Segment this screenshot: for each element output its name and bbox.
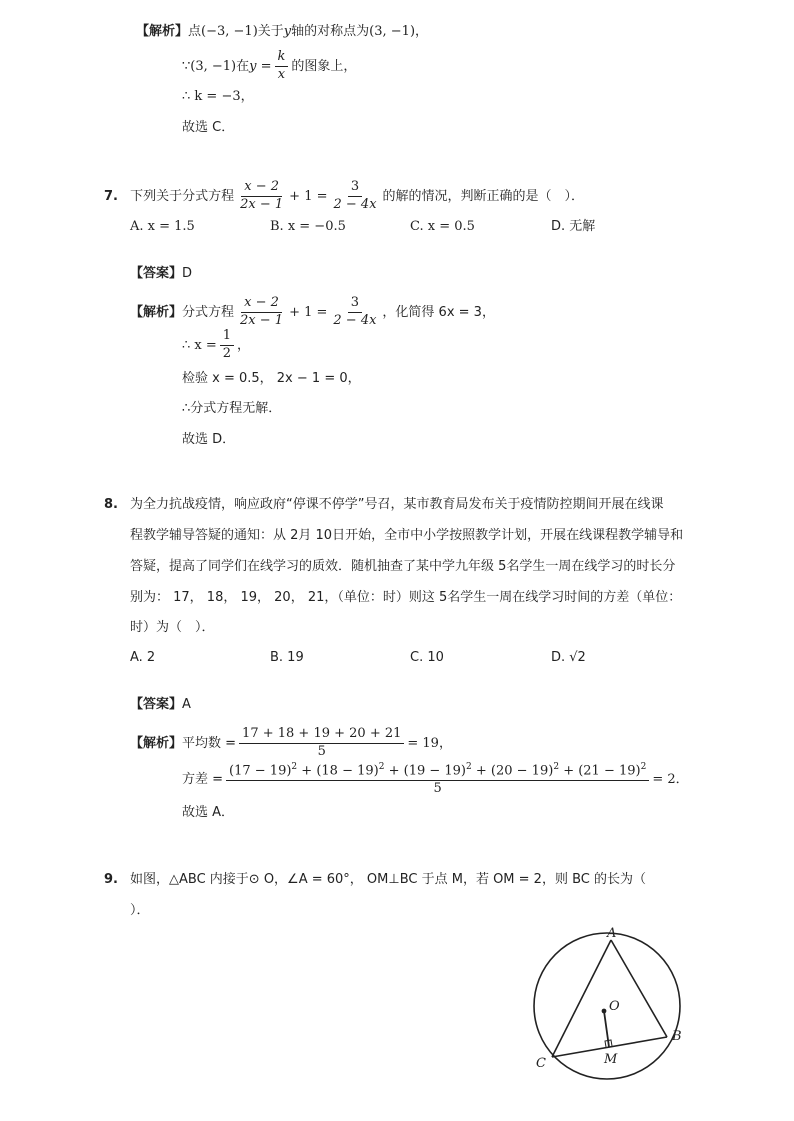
fraction-eq-left: $\frac{x - 2}{2x - 1}$ — [240, 179, 284, 212]
question-number: 7. — [104, 188, 118, 204]
q7-solution-line3: 检验 x = 0.5， 2x − 1 = 0， — [182, 371, 361, 386]
jiexi-label: 【解析】 — [130, 304, 183, 320]
q7-solution-line5: 故选 D． — [182, 432, 236, 447]
geometry-figure — [534, 933, 680, 1079]
label-m: M — [604, 1052, 618, 1067]
question-number: 8. — [104, 497, 118, 512]
jiexi-label: 【解析】 — [130, 735, 183, 751]
q8-stem-line4: 别为： 17， 18， 19， 20， 21，（单位：时）则这 5名学生一周在线学习时间的方差（单位： — [130, 590, 682, 605]
label-o: O — [609, 999, 620, 1014]
jiexi-label: 【解析】 — [136, 24, 189, 39]
right-angle-mark — [605, 1040, 612, 1047]
fraction-eq-right: $\frac{3}{2 - 4x}$ — [333, 179, 377, 212]
q9-stem-line1: 如图，△ABC 内接于⊙ O，∠A = 60°， OM⊥BC 于点 M，若 OM = 2，则 BC 的长为（ — [130, 872, 646, 887]
question-number: 9. — [104, 872, 118, 887]
q8-stem-line2: 程教学辅导答疑的通知：从 2月 10日开始，全市中小学按照教学计划，开展在线课程教学辅导和 — [130, 528, 684, 543]
fraction-mean: $\frac{17 + 18 + 19 + 20 + 21}{5}$ — [239, 727, 404, 760]
q7-solution-line2: ∴ x = $\frac{1}{2}$ ， — [182, 328, 251, 361]
q7-option-b: B. x = −0.5 — [270, 219, 346, 234]
circumcircle — [534, 933, 680, 1079]
segment-om — [604, 1011, 609, 1047]
q7-option-d: D. 无解 — [551, 219, 596, 234]
side-ac — [552, 940, 611, 1057]
q7-solution-line4: ∴分式方程无解． — [182, 401, 282, 416]
q8-option-a: A. 2 — [130, 650, 156, 665]
label-c: C — [536, 1056, 546, 1071]
q6-solution-line3: ∴ k = −3， — [182, 89, 254, 104]
q7-option-a: A. x = 1.5 — [130, 219, 195, 234]
q8-stem-line1: 为全力抗战疫情，响应政府“停课不停学”号召，某市教育局发布关于疫情防控期间开展在线课 — [130, 497, 664, 512]
q7-option-c: C. x = 0.5 — [410, 219, 475, 234]
q6-solution-line1: 【解析】点(−3, −1)关于y轴的对称点为(3, −1)， — [136, 24, 429, 39]
q8-option-b: B. 19 — [270, 650, 304, 665]
q8-solution-last: 故选 A． — [182, 805, 235, 820]
q7-answer: 【答案】D — [130, 266, 193, 281]
fraction-k-over-x: $\frac{k}{x}$ — [275, 50, 289, 83]
label-a: A — [607, 926, 617, 941]
q8-solution-mean: 【解析】平均数 = $\frac{17 + 18 + 19 + 20 + 21}{5}$ = 19， — [130, 726, 452, 759]
q6-solution-line2: ∵(3, −1)在y = $\frac{k}{x}$ 的图象上， — [182, 49, 357, 82]
q8-stem-line3: 答疑，提高了同学们在线学习的质效．随机抽查了某中学九年级 5名学生一周在线学习的时长分 — [130, 559, 676, 574]
q8-option-c: C. 10 — [410, 650, 444, 665]
q9-stem-line2: ）． — [130, 903, 150, 918]
q7-stem: 7. 下列关于分式方程 $\frac{x - 2}{2x - 1}$ + 1 = $\frac{3}{2 - 4x}$ 的解的情况，判断正确的是（ ）． — [104, 179, 585, 212]
q8-option-d: D. √2 — [551, 650, 586, 665]
side-bc — [552, 1037, 667, 1057]
label-b: B — [672, 1029, 682, 1044]
q7-solution-line1: 【解析】分式方程 $\frac{x - 2}{2x - 1}$ + 1 = $\frac{3}{2 - 4x}$ ，化简得 6x = 3， — [130, 295, 495, 328]
q8-stem-line5: 时）为（ ）． — [130, 620, 215, 635]
answer-label: 【答案】 — [130, 697, 183, 712]
side-ab — [611, 940, 667, 1037]
q8-answer: 【答案】A — [130, 697, 191, 712]
center-point-o — [602, 1009, 607, 1014]
fraction-one-half: $\frac{1}{2}$ — [220, 329, 234, 362]
fraction-variance: $(17 - 19)^2 + (18 - 19)^2 + (19 - 19)^2 + (20 - 19)^2 + (21 - 19)^2$ 5 — [226, 762, 649, 797]
q8-solution-variance: 方差 = $(17 - 19)^2 + (18 - 19)^2 + (19 - 19)^2 + (20 - 19)^2 + (21 - 19)^2$ 5 = 2． — [182, 762, 689, 797]
q6-solution-line4: 故选 C． — [182, 120, 235, 135]
answer-label: 【答案】 — [130, 266, 183, 281]
